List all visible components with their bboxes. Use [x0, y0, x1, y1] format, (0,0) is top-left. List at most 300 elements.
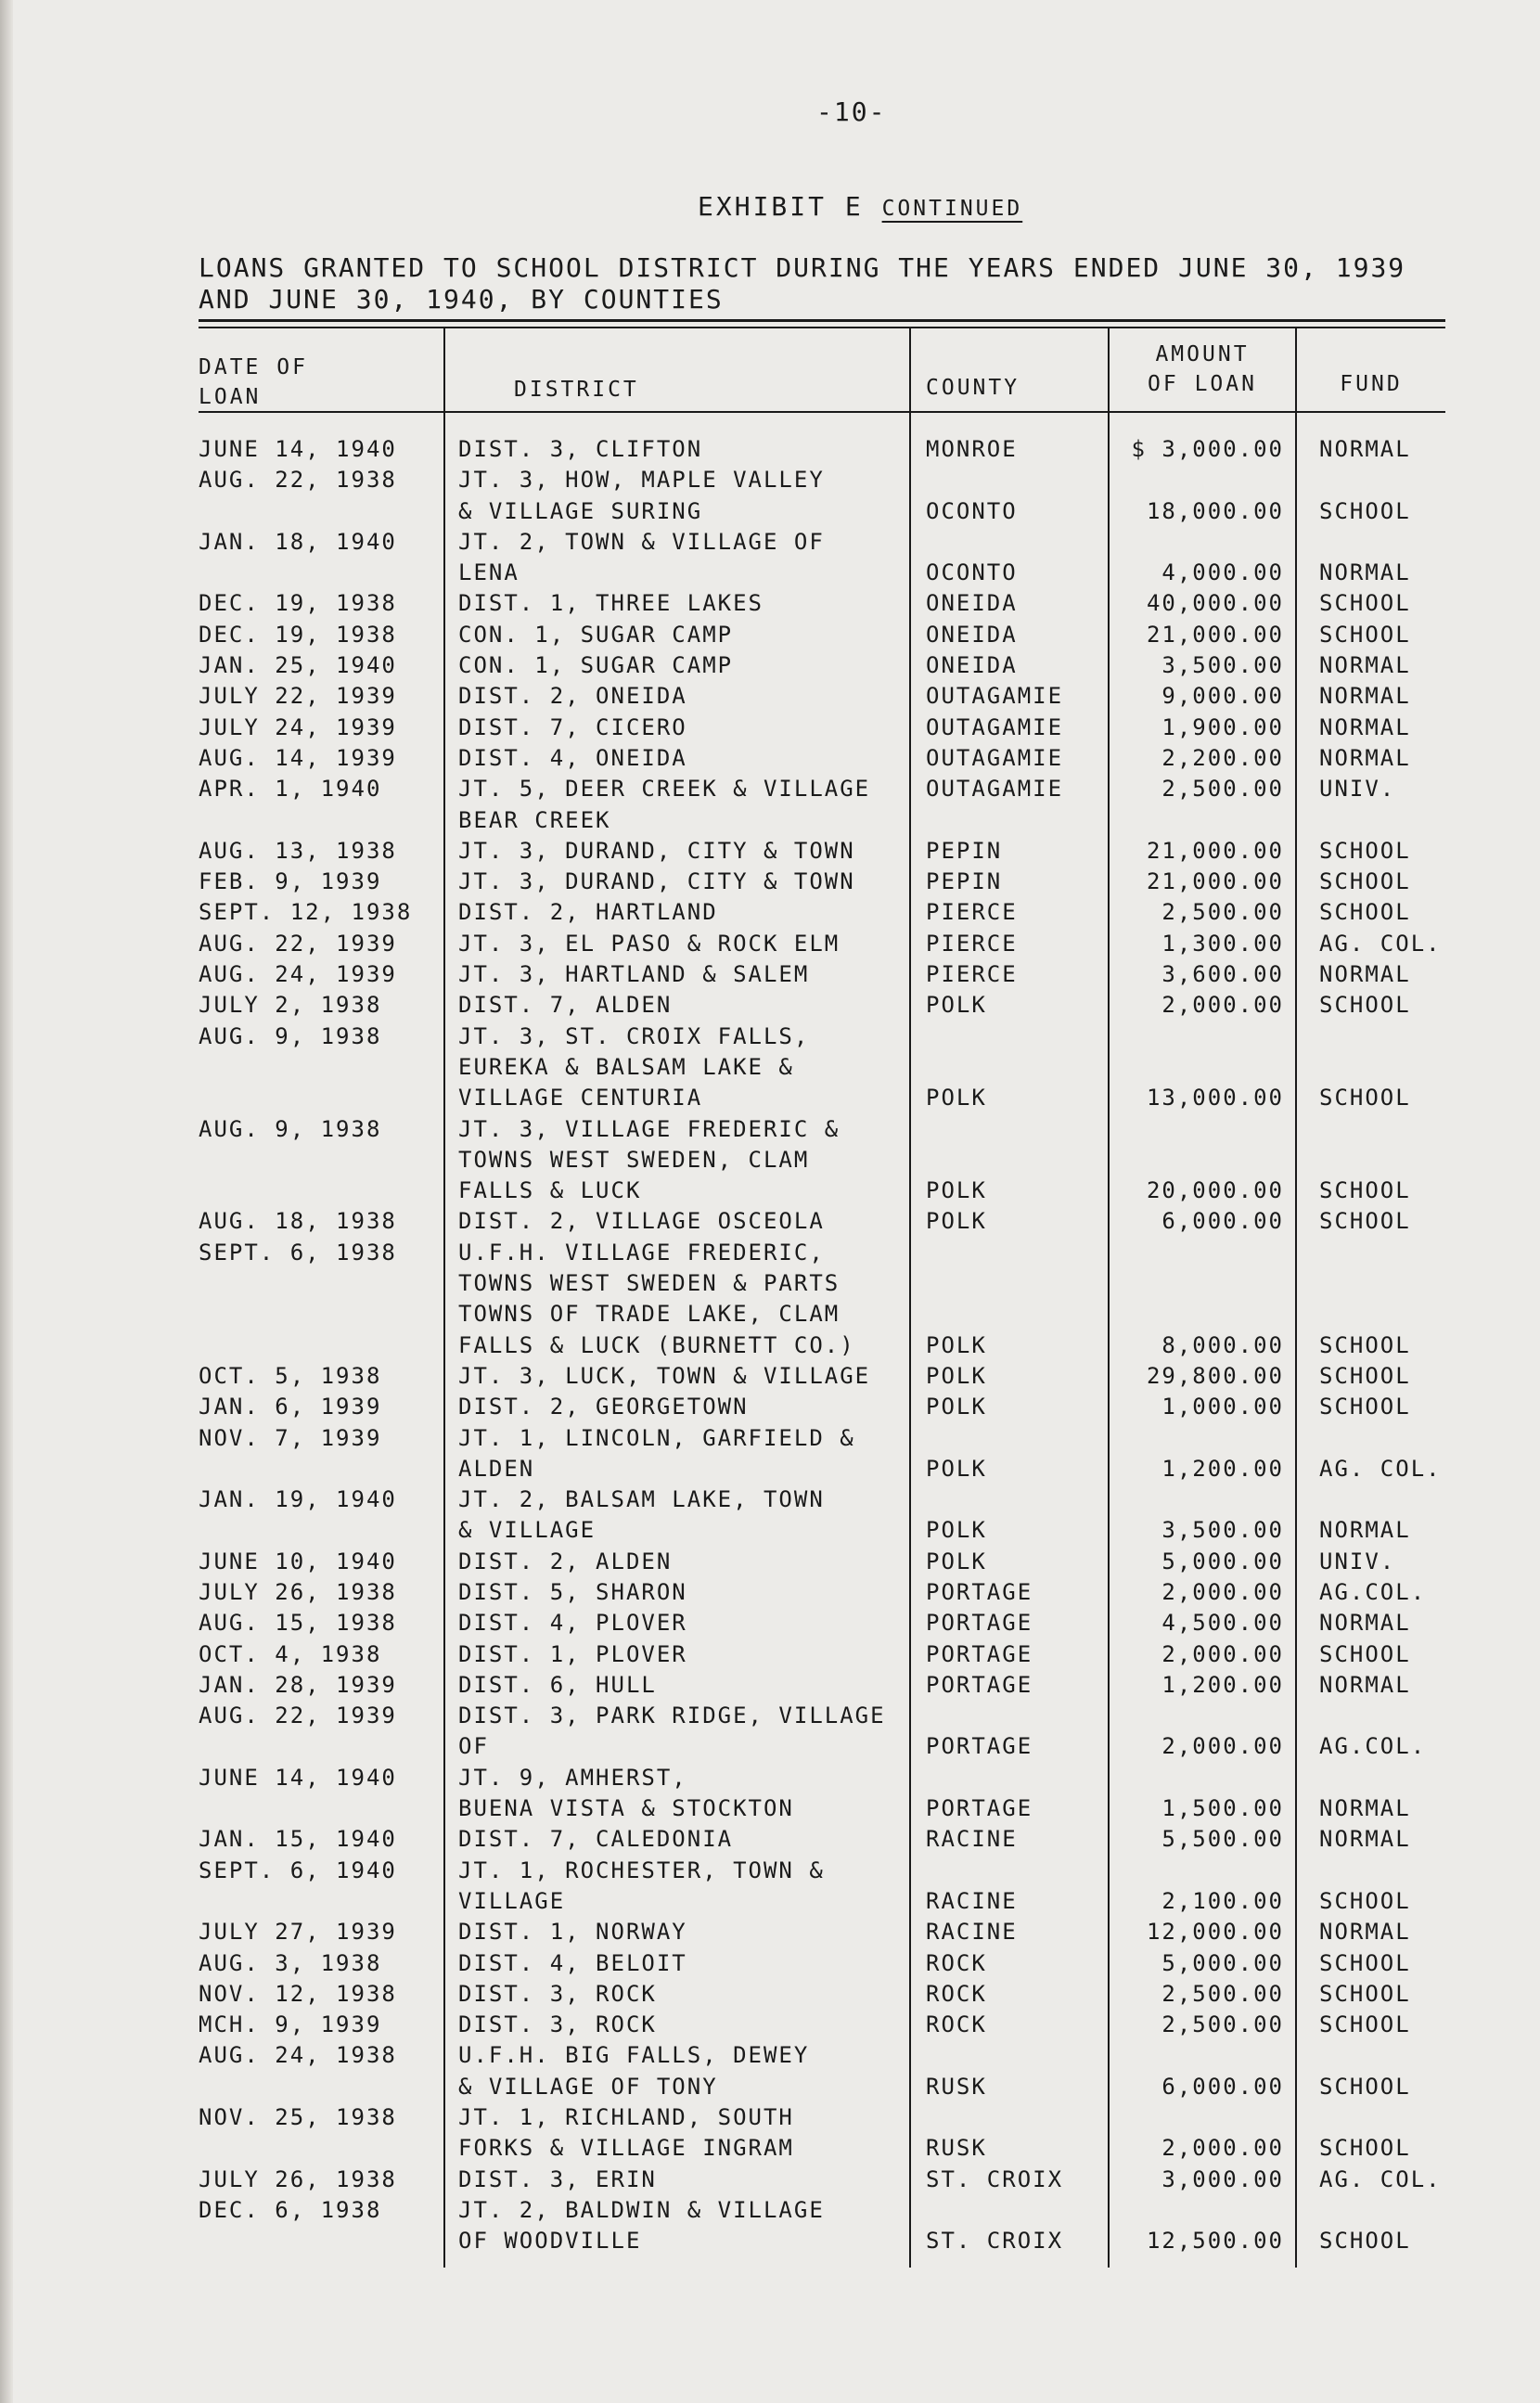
- loan-amount: 2,500.00: [1161, 1980, 1284, 2007]
- district-name: JT. 3, LUCK, TOWN & VILLAGE: [458, 1362, 871, 1389]
- fund-name-cell: [1319, 681, 1449, 712]
- loan-date-cell: [199, 990, 429, 1021]
- loan-amount-cell: [1110, 1608, 1284, 1638]
- table-row: [0, 774, 1540, 836]
- header-fund: FUND: [1340, 372, 1403, 396]
- county-name: OUTAGAMIE: [926, 683, 1064, 710]
- loan-date-cell: [199, 1022, 429, 1114]
- loan-amount: 1,500.00: [1161, 1795, 1284, 1822]
- loan-date: JUNE 10, 1940: [199, 1548, 397, 1574]
- table-row: [0, 1701, 1540, 1763]
- county-name-cell: [926, 1392, 1108, 1422]
- loan-date: NOV. 25, 1938: [199, 2104, 397, 2131]
- fund-name-cell: [1319, 836, 1449, 867]
- county-name-cell: [926, 681, 1108, 712]
- county-name-cell: [926, 527, 1108, 589]
- loan-date: JULY 26, 1938: [199, 1578, 397, 1605]
- district-name: DIST. 7, CALEDONIA: [458, 1826, 734, 1853]
- fund-name-cell: [1319, 1206, 1449, 1237]
- fund-name-cell: [1319, 929, 1449, 959]
- loan-date: AUG. 15, 1938: [199, 1610, 397, 1637]
- loan-date: JUNE 14, 1940: [199, 436, 397, 462]
- fund-name-cell: [1319, 2010, 1449, 2040]
- loan-amount: 5,500.00: [1161, 1826, 1284, 1853]
- district-name: DIST. 2, HARTLAND: [458, 899, 718, 926]
- county-name-cell: [926, 1577, 1108, 1608]
- loan-date-cell: [199, 434, 429, 465]
- table-row: [0, 836, 1540, 867]
- loan-date: SEPT. 12, 1938: [199, 899, 413, 926]
- county-name-cell: [926, 620, 1108, 650]
- exhibit-title-continued: CONTINUED: [881, 197, 1023, 221]
- loan-date: NOV. 7, 1939: [199, 1424, 382, 1451]
- county-name-cell: [926, 2040, 1108, 2102]
- county-name: PORTAGE: [926, 1578, 1033, 1605]
- loan-date: JULY 2, 1938: [199, 992, 382, 1019]
- county-name-cell: [926, 465, 1108, 527]
- fund-name-cell: [1319, 465, 1449, 527]
- fund-name: NORMAL: [1319, 1919, 1411, 1946]
- loan-date-cell: [199, 588, 429, 619]
- loan-date-cell: [199, 2040, 429, 2102]
- loan-amount-cell: [1110, 1917, 1284, 1947]
- fund-name: NORMAL: [1319, 961, 1411, 988]
- header-date-of-loan: DATE OF LOAN: [199, 355, 308, 409]
- loan-date: AUG. 22, 1939: [199, 1703, 397, 1729]
- loan-amount-cell: [1110, 1824, 1284, 1855]
- loan-amount: 2,100.00: [1161, 1887, 1284, 1914]
- loan-date: AUG. 14, 1939: [199, 744, 397, 771]
- fund-name-cell: [1319, 1979, 1449, 2010]
- table-row: [0, 1639, 1540, 1670]
- county-name: PORTAGE: [926, 1610, 1033, 1637]
- fund-name-cell: [1319, 1577, 1449, 1608]
- loan-date-cell: [199, 1856, 429, 1918]
- fund-name: AG.COL.: [1319, 1733, 1427, 1760]
- fund-name: NORMAL: [1319, 1610, 1411, 1637]
- loan-date: MCH. 9, 1939: [199, 2011, 382, 2038]
- county-name-cell: [926, 1547, 1108, 1577]
- loans-table-body: [0, 434, 1540, 2257]
- table-row: [0, 1423, 1540, 1485]
- fund-name: SCHOOL: [1319, 2228, 1411, 2255]
- loan-amount: 6,000.00: [1161, 2073, 1284, 2100]
- district-name: CON. 1, SUGAR CAMP: [458, 621, 734, 648]
- fund-name-cell: [1319, 2102, 1449, 2165]
- county-name: OUTAGAMIE: [926, 776, 1064, 803]
- header-county: COUNTY: [926, 376, 1020, 400]
- fund-name-cell: [1319, 1608, 1449, 1638]
- loan-amount: 4,500.00: [1161, 1610, 1284, 1637]
- fund-name-cell: [1319, 2040, 1449, 2102]
- district-name: JT. 2, TOWN & VILLAGE OF LENA: [458, 528, 825, 586]
- fund-name: NORMAL: [1319, 744, 1411, 771]
- fund-name-cell: [1319, 743, 1449, 774]
- district-name: JT. 3, VILLAGE FREDERIC & TOWNS WEST SWEDEN, CLAM FALLS & LUCK: [458, 1115, 841, 1204]
- loan-amount-cell: [1110, 1423, 1284, 1485]
- loan-amount-cell: [1110, 774, 1284, 836]
- fund-name: SCHOOL: [1319, 621, 1411, 648]
- county-name: PEPIN: [926, 868, 1003, 895]
- county-name-cell: [926, 588, 1108, 619]
- loan-amount: 1,200.00: [1161, 1671, 1284, 1698]
- fund-name: SCHOOL: [1319, 590, 1411, 617]
- county-name: OCONTO: [926, 559, 1018, 586]
- fund-name: NORMAL: [1319, 713, 1411, 740]
- table-row: [0, 897, 1540, 928]
- loan-amount: 2,000.00: [1161, 1578, 1284, 1605]
- fund-name: SCHOOL: [1319, 868, 1411, 895]
- loan-date-cell: [199, 1577, 429, 1608]
- district-name: DIST. 3, ROCK: [458, 1980, 657, 2007]
- loan-date-cell: [199, 897, 429, 928]
- fund-name-cell: [1319, 1670, 1449, 1701]
- loan-date-cell: [199, 1670, 429, 1701]
- loan-amount-cell: [1110, 2040, 1284, 2102]
- loan-date: SEPT. 6, 1938: [199, 1239, 397, 1266]
- district-name: DIST. 2, VILLAGE OSCEOLA: [458, 1208, 825, 1235]
- fund-name: NORMAL: [1319, 652, 1411, 679]
- district-name: CON. 1, SUGAR CAMP: [458, 652, 734, 679]
- district-name: JT. 5, DEER CREEK & VILLAGE BEAR CREEK: [458, 776, 871, 833]
- county-name-cell: [926, 1361, 1108, 1392]
- county-name-cell: [926, 1639, 1108, 1670]
- county-name-cell: [926, 1979, 1108, 2010]
- loan-amount-cell: [1110, 2102, 1284, 2165]
- loan-date: JAN. 15, 1940: [199, 1826, 397, 1853]
- fund-name: SCHOOL: [1319, 1362, 1411, 1389]
- fund-name-cell: [1319, 620, 1449, 650]
- county-name: PIERCE: [926, 930, 1018, 957]
- loan-amount-cell: [1110, 1979, 1284, 2010]
- table-row: [0, 713, 1540, 743]
- fund-name-cell: [1319, 1701, 1449, 1763]
- county-name: MONROE: [926, 436, 1018, 462]
- loan-date-cell: [199, 681, 429, 712]
- county-name-cell: [926, 1423, 1108, 1485]
- table-row: [0, 2010, 1540, 2040]
- county-name-cell: [926, 434, 1108, 465]
- county-name: PORTAGE: [926, 1640, 1033, 1667]
- fund-name: SCHOOL: [1319, 2135, 1411, 2162]
- county-name: PIERCE: [926, 961, 1018, 988]
- table-row: [0, 1392, 1540, 1422]
- loan-amount-cell: [1110, 1763, 1284, 1825]
- fund-name: SCHOOL: [1319, 1208, 1411, 1235]
- loan-amount: 3,500.00: [1161, 652, 1284, 679]
- fund-name: NORMAL: [1319, 1795, 1411, 1822]
- county-name: PORTAGE: [926, 1733, 1033, 1760]
- county-name: OUTAGAMIE: [926, 744, 1064, 771]
- loan-date: JAN. 25, 1940: [199, 652, 397, 679]
- table-row: [0, 743, 1540, 774]
- loan-date-cell: [199, 1114, 429, 1207]
- fund-name-cell: [1319, 434, 1449, 465]
- county-name: ROCK: [926, 1980, 987, 2007]
- loan-amount-cell: [1110, 1206, 1284, 1237]
- loan-amount-cell: [1110, 527, 1284, 589]
- district-name: DIST. 2, GEORGETOWN: [458, 1394, 749, 1420]
- county-name: POLK: [926, 1362, 987, 1389]
- header-amount-of-loan: AMOUNT OF LOAN: [1148, 342, 1257, 396]
- loan-date-cell: [199, 465, 429, 527]
- loan-date: OCT. 4, 1938: [199, 1640, 382, 1667]
- table-row: [0, 1206, 1540, 1237]
- fund-name-cell: [1319, 1392, 1449, 1422]
- loan-amount-cell: [1110, 1948, 1284, 1979]
- loan-date: OCT. 5, 1938: [199, 1362, 382, 1389]
- fund-name-cell: [1319, 774, 1449, 836]
- county-name: POLK: [926, 1517, 987, 1544]
- county-name-cell: [926, 1917, 1108, 1947]
- district-name: JT. 3, DURAND, CITY & TOWN: [458, 868, 855, 895]
- loan-amount-cell: [1110, 2165, 1284, 2195]
- loan-date-cell: [199, 1917, 429, 1947]
- county-name-cell: [926, 2195, 1108, 2257]
- district-name: JT. 3, DURAND, CITY & TOWN: [458, 837, 855, 864]
- county-name-cell: [926, 836, 1108, 867]
- district-name: JT. 3, EL PASO & ROCK ELM: [458, 930, 841, 957]
- loan-amount: 29,800.00: [1146, 1362, 1284, 1389]
- district-name: JT. 1, RICHLAND, SOUTH FORKS & VILLAGE INGRAM: [458, 2104, 794, 2162]
- county-name: RUSK: [926, 2135, 987, 2162]
- fund-name-cell: [1319, 2195, 1449, 2257]
- loan-date: JULY 27, 1939: [199, 1919, 397, 1946]
- table-row: [0, 620, 1540, 650]
- county-name-cell: [926, 1948, 1108, 1979]
- loan-amount: 2,000.00: [1161, 1640, 1284, 1667]
- table-row: [0, 959, 1540, 990]
- table-row: [0, 990, 1540, 1021]
- district-name: DIST. 4, ONEIDA: [458, 744, 687, 771]
- fund-name: NORMAL: [1319, 1826, 1411, 1853]
- loan-amount: 8,000.00: [1161, 1331, 1284, 1358]
- district-name: DIST. 1, NORWAY: [458, 1919, 687, 1946]
- district-name: DIST. 2, ALDEN: [458, 1548, 673, 1574]
- loan-date-cell: [199, 1361, 429, 1392]
- county-name: PIERCE: [926, 899, 1018, 926]
- loan-amount: 40,000.00: [1146, 590, 1284, 617]
- loan-amount-cell: [1110, 650, 1284, 681]
- loan-date-cell: [199, 1608, 429, 1638]
- district-name: JT. 1, ROCHESTER, TOWN & VILLAGE: [458, 1857, 825, 1914]
- county-name-cell: [926, 2010, 1108, 2040]
- loan-amount: $ 3,000.00: [1131, 436, 1284, 462]
- county-name-cell: [926, 743, 1108, 774]
- fund-name: SCHOOL: [1319, 1887, 1411, 1914]
- county-name: RUSK: [926, 2073, 987, 2100]
- district-name: DIST. 3, CLIFTON: [458, 436, 703, 462]
- county-name: OUTAGAMIE: [926, 713, 1064, 740]
- county-name-cell: [926, 1701, 1108, 1763]
- fund-name-cell: [1319, 1824, 1449, 1855]
- loan-amount-cell: [1110, 1361, 1284, 1392]
- exhibit-title: [698, 191, 1022, 222]
- fund-name: SCHOOL: [1319, 1949, 1411, 1976]
- county-name: RACINE: [926, 1826, 1018, 1853]
- county-name: POLK: [926, 1455, 987, 1482]
- table-row: [0, 650, 1540, 681]
- loan-amount: 20,000.00: [1146, 1177, 1284, 1204]
- district-name: DIST. 1, PLOVER: [458, 1640, 687, 1667]
- loan-amount: 2,000.00: [1161, 992, 1284, 1019]
- fund-name-cell: [1319, 1547, 1449, 1577]
- table-row: [0, 465, 1540, 527]
- loan-amount-cell: [1110, 588, 1284, 619]
- loan-date: JAN. 18, 1940: [199, 528, 397, 555]
- county-name: RACINE: [926, 1919, 1018, 1946]
- fund-name-cell: [1319, 2165, 1449, 2195]
- loan-amount-cell: [1110, 1238, 1284, 1361]
- loan-date-cell: [199, 620, 429, 650]
- loan-amount: 3,500.00: [1161, 1517, 1284, 1544]
- loan-date: JAN. 19, 1940: [199, 1486, 397, 1513]
- loan-amount-cell: [1110, 2195, 1284, 2257]
- loan-amount-cell: [1110, 1639, 1284, 1670]
- county-name-cell: [926, 1206, 1108, 1237]
- loan-amount-cell: [1110, 1484, 1284, 1547]
- table-row: [0, 1484, 1540, 1547]
- county-name: ROCK: [926, 1949, 987, 1976]
- county-name-cell: [926, 1022, 1108, 1114]
- fund-name: AG. COL.: [1319, 2165, 1442, 2192]
- loan-amount: 21,000.00: [1146, 837, 1284, 864]
- loan-date: AUG. 9, 1938: [199, 1022, 382, 1049]
- loan-amount: 1,200.00: [1161, 1455, 1284, 1482]
- header-rule-bottom: [199, 411, 1445, 413]
- fund-name-cell: [1319, 1238, 1449, 1361]
- loan-date: AUG. 18, 1938: [199, 1208, 397, 1235]
- county-name: POLK: [926, 1548, 987, 1574]
- loan-amount-cell: [1110, 897, 1284, 928]
- county-name-cell: [926, 959, 1108, 990]
- loan-amount: 12,500.00: [1146, 2228, 1284, 2255]
- loan-date-cell: [199, 1206, 429, 1237]
- fund-name-cell: [1319, 1423, 1449, 1485]
- loan-amount: 13,000.00: [1146, 1085, 1284, 1112]
- county-name: POLK: [926, 992, 987, 1019]
- loan-amount-cell: [1110, 1022, 1284, 1114]
- loan-amount-cell: [1110, 743, 1284, 774]
- loan-date: AUG. 9, 1938: [199, 1115, 382, 1142]
- loan-date-cell: [199, 2165, 429, 2195]
- fund-name: SCHOOL: [1319, 2011, 1411, 2038]
- county-name: ROCK: [926, 2011, 987, 2038]
- loan-date: AUG. 22, 1939: [199, 930, 397, 957]
- table-row: [0, 1979, 1540, 2010]
- loan-amount-cell: [1110, 2010, 1284, 2040]
- loan-date-cell: [199, 1979, 429, 2010]
- loan-amount: 2,500.00: [1161, 776, 1284, 803]
- loan-date: SEPT. 6, 1940: [199, 1857, 397, 1883]
- loan-date: AUG. 24, 1939: [199, 961, 397, 988]
- district-name: DIST. 3, ERIN: [458, 2165, 657, 2192]
- loan-date-cell: [199, 1238, 429, 1361]
- loan-date-cell: [199, 929, 429, 959]
- fund-name: SCHOOL: [1319, 992, 1411, 1019]
- county-name: ONEIDA: [926, 590, 1018, 617]
- county-name-cell: [926, 1238, 1108, 1361]
- loan-amount: 9,000.00: [1161, 683, 1284, 710]
- county-name: RACINE: [926, 1887, 1018, 1914]
- fund-name-cell: [1319, 1484, 1449, 1547]
- loan-date-cell: [199, 743, 429, 774]
- loan-date: JUNE 14, 1940: [199, 1764, 397, 1791]
- fund-name: NORMAL: [1319, 1671, 1411, 1698]
- table-row: [0, 588, 1540, 619]
- fund-name: UNIV.: [1319, 776, 1396, 803]
- fund-name: SCHOOL: [1319, 497, 1411, 524]
- table-row: [0, 2040, 1540, 2102]
- loan-date-cell: [199, 836, 429, 867]
- fund-name: SCHOOL: [1319, 837, 1411, 864]
- district-name: JT. 3, ST. CROIX FALLS, EUREKA & BALSAM LAKE & VILLAGE CENTURIA: [458, 1022, 810, 1112]
- county-name-cell: [926, 1484, 1108, 1547]
- district-name: DIST. 5, SHARON: [458, 1578, 687, 1605]
- loan-amount-cell: [1110, 434, 1284, 465]
- county-name-cell: [926, 1824, 1108, 1855]
- fund-name: SCHOOL: [1319, 1640, 1411, 1667]
- district-name: DIST. 7, ALDEN: [458, 992, 673, 1019]
- table-row: [0, 1856, 1540, 1918]
- loan-amount-cell: [1110, 990, 1284, 1021]
- table-row: [0, 1577, 1540, 1608]
- district-name: DIST. 3, ROCK: [458, 2011, 657, 2038]
- loan-amount: 2,500.00: [1161, 899, 1284, 926]
- fund-name: SCHOOL: [1319, 2073, 1411, 2100]
- district-name: JT. 9, AMHERST, BUENA VISTA & STOCKTON: [458, 1764, 794, 1822]
- district-name: DIST. 4, PLOVER: [458, 1610, 687, 1637]
- table-row: [0, 2102, 1540, 2165]
- loan-date-cell: [199, 959, 429, 990]
- fund-name: NORMAL: [1319, 683, 1411, 710]
- loan-amount-cell: [1110, 1577, 1284, 1608]
- district-name: DIST. 3, PARK RIDGE, VILLAGE OF: [458, 1703, 886, 1760]
- district-name: JT. 3, HOW, MAPLE VALLEY & VILLAGE SURING: [458, 467, 825, 524]
- fund-name: SCHOOL: [1319, 1177, 1411, 1204]
- loan-amount-cell: [1110, 713, 1284, 743]
- table-row: [0, 1670, 1540, 1701]
- loan-amount-cell: [1110, 620, 1284, 650]
- loan-amount: 3,000.00: [1161, 2165, 1284, 2192]
- county-name: POLK: [926, 1208, 987, 1235]
- loan-date-cell: [199, 650, 429, 681]
- loan-date-cell: [199, 867, 429, 897]
- fund-name: NORMAL: [1319, 559, 1411, 586]
- loan-date-cell: [199, 2195, 429, 2257]
- loan-date: JULY 22, 1939: [199, 683, 397, 710]
- table-row: [0, 1238, 1540, 1361]
- county-name: POLK: [926, 1394, 987, 1420]
- loan-amount-cell: [1110, 1547, 1284, 1577]
- fund-name-cell: [1319, 867, 1449, 897]
- loan-date-cell: [199, 1423, 429, 1485]
- county-name: ST. CROIX: [926, 2228, 1064, 2255]
- exhibit-title-main: EXHIBIT E: [698, 191, 864, 222]
- loan-amount: 18,000.00: [1146, 497, 1284, 524]
- loan-date: DEC. 19, 1938: [199, 621, 397, 648]
- loan-date: JAN. 28, 1939: [199, 1671, 397, 1698]
- fund-name-cell: [1319, 1639, 1449, 1670]
- district-name: U.F.H. BIG FALLS, DEWEY & VILLAGE OF TONY: [458, 2042, 810, 2100]
- county-name-cell: [926, 990, 1108, 1021]
- county-name-cell: [926, 929, 1108, 959]
- loan-amount: 2,000.00: [1161, 2135, 1284, 2162]
- table-row: [0, 929, 1540, 959]
- loan-amount-cell: [1110, 867, 1284, 897]
- loan-date: JULY 24, 1939: [199, 713, 397, 740]
- fund-name-cell: [1319, 1361, 1449, 1392]
